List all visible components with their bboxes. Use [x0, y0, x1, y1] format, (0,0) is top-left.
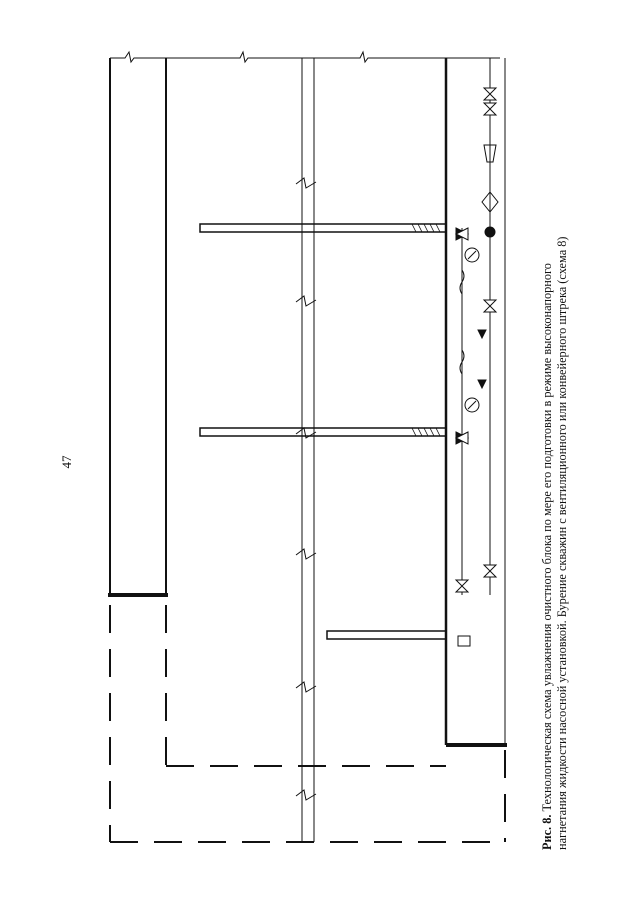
valve-branch-1: [484, 300, 496, 312]
borehole-3: [327, 631, 446, 639]
caption-line-2: нагнетания жидкости насосной установкой. Бурение скважин с вентиляционного или конвейерного штрека (схема 8): [554, 236, 569, 850]
gallery-break-marks: [296, 178, 316, 800]
valve-supply-1: [484, 88, 496, 100]
pump-unit: [458, 145, 498, 646]
figure-caption: [540, 60, 596, 850]
borehole-2: [200, 428, 446, 436]
valve-branch-3: [456, 580, 468, 592]
valve-supply-2: [484, 103, 496, 115]
pump-icon: [485, 227, 495, 237]
check-valve-2-icon: [478, 380, 486, 388]
figure-label: Рис. 8.: [540, 814, 554, 850]
caption-line-1: Технологическая схема увлажнения очистного блока по мере его подготовки в режиме высоконапорного: [540, 263, 554, 812]
top-break-line: [110, 52, 500, 62]
valve-branch-2: [484, 565, 496, 577]
check-valve-1-icon: [478, 330, 486, 338]
page-number: 47: [59, 455, 74, 469]
sealing-unit-icon: [458, 636, 470, 646]
borehole-1: [200, 224, 446, 232]
